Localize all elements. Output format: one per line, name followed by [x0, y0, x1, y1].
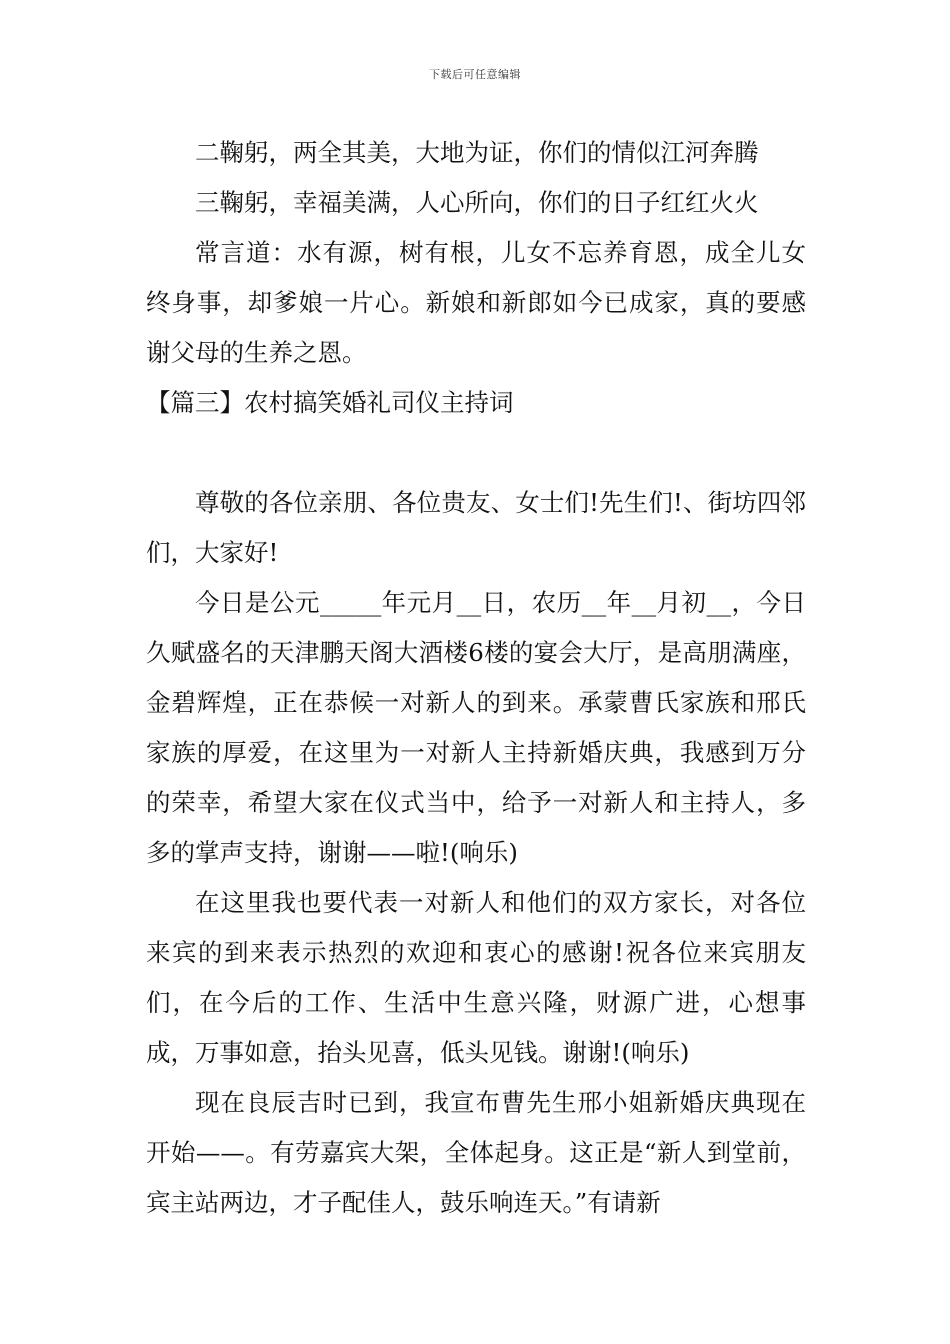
paragraph-ceremony-start: 现在良辰吉时已到，我宣布曹先生邢小姐新婚庆典现在开始——。有劳嘉宾大架，全体起身。这正是“新人到堂前，宾主站两边，才子配佳人，鼓乐响连天。”有请新 [146, 1088, 806, 1217]
blank-line [146, 428, 806, 478]
section-heading: 【篇三】农村搞笑婚礼司仪主持词 [146, 388, 514, 417]
paragraph-greeting: 尊敬的各位亲朋、各位贵友、女士们!先生们!、街坊四邻们，大家好! [146, 488, 806, 567]
paragraph-parents-gratitude: 常言道：水有源，树有根，儿女不忘养育恩，成全儿女终身事，却爹娘一片心。新娘和新郎如今已成家，真的要感谢父母的生养之恩。 [146, 238, 806, 367]
paragraph-second-bow: 二鞠躬，两全其美，大地为证，你们的情似江河奔腾 [195, 138, 759, 167]
page-header: 下载后可任意编辑 [429, 68, 521, 81]
paragraph-date-venue: 今日是公元_____年元月__日，农历__年__月初__，今日久赋盛名的天津鹏天阁大酒楼6楼的宴会大厅，是高朋满座，金碧辉煌，正在恭候一对新人的到来。承蒙曹氏家族和邢氏家族的厚爱，在这里为一对新人主持新婚庆典，我感到万分的荣幸，希望大家在仪式当中，给予一对新人和主持人，多多的掌声支持，谢谢——啦!(响乐) [146, 588, 806, 867]
paragraph-welcome: 在这里我也要代表一对新人和他们的双方家长，对各位来宾的到来表示热烈的欢迎和衷心的感谢!祝各位来宾朋友们，在今后的工作、生活中生意兴隆，财源广进，心想事成，万事如意，抬头见喜，低头见钱。谢谢!(响乐) [146, 888, 806, 1067]
paragraph-third-bow: 三鞠躬，幸福美满，人心所向，你们的日子红红火火 [195, 188, 759, 217]
document-body [146, 128, 806, 1228]
